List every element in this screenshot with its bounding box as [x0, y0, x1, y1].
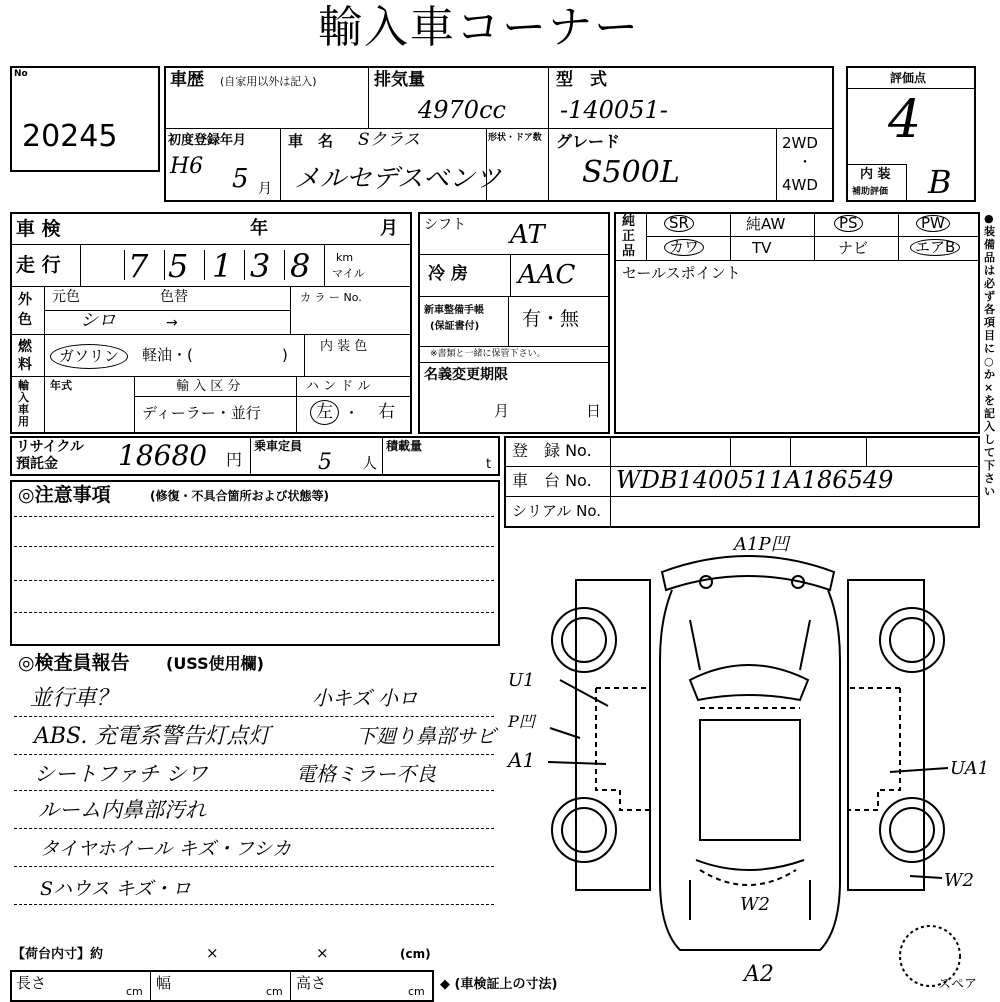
reg-no-label: 登 録 No. — [512, 441, 592, 460]
report-right-1: 小キズ 小ロ — [312, 686, 418, 710]
height-label: 高さ — [296, 974, 327, 992]
report-line-4: ルーム内鼻部汚れ — [38, 798, 206, 822]
mileage-label: 走 行 — [16, 254, 61, 276]
recycle-label-1: リサイクル — [16, 439, 85, 455]
manual-label-2: (保証書付) — [430, 321, 480, 332]
handle-right: 右 — [378, 402, 395, 422]
diagram-label-a2: A2 — [744, 962, 774, 987]
history-note: (自家用以外は記入) — [220, 75, 317, 88]
recycle-label-2: 預託金 — [16, 456, 58, 472]
score-value: 4 — [888, 90, 922, 150]
first-reg-month: 5 — [232, 164, 249, 194]
handle-left: 左 — [310, 400, 339, 425]
fuel-other: 軽油・( — [142, 346, 193, 364]
diagram-label-a1: A1 — [508, 748, 536, 772]
displacement-value: 4970cc — [418, 96, 506, 124]
length-label: 長さ — [16, 974, 47, 992]
width-cm: cm — [266, 985, 283, 998]
history-label: 車歴 — [170, 70, 204, 90]
sales-point-label: セールスポイント — [622, 264, 741, 282]
import-label: 輸入車用 — [18, 379, 29, 428]
option-airbag: エアB — [910, 239, 960, 256]
dimension-note: ◆ (車検証上の寸法) — [440, 977, 558, 992]
length-cm: cm — [126, 985, 143, 998]
drive-2wd: 2WD — [782, 134, 818, 152]
shaken-year-unit: 年 — [250, 218, 268, 239]
serial-label: シリアル No. — [512, 502, 602, 520]
score-label: 評価点 — [890, 71, 927, 85]
shape-label: 形状・ドア数 — [488, 133, 542, 143]
cargo-x1: × — [206, 944, 219, 962]
report-line-3: シートファチ シワ — [34, 762, 208, 786]
report-right-3: 電格ミラー不良 — [296, 762, 436, 786]
manual-label-1: 新車整備手帳 — [424, 305, 484, 316]
color-no-label: カ ラ ー No. — [300, 291, 362, 304]
load-label: 積載量 — [386, 439, 423, 453]
report-line-1: 並行車？ — [30, 686, 119, 711]
first-reg-year: H6 — [170, 154, 204, 179]
capacity-value: 5 — [318, 450, 332, 475]
diagram-label-a1p-top: A1P凹 — [734, 534, 789, 555]
fuel-gasoline: ガソリン — [50, 344, 128, 369]
cargo-cm-label: (cm) — [400, 947, 431, 961]
color-value: シロ — [80, 310, 116, 331]
dimension-table — [10, 970, 434, 1002]
name-change-day: 日 — [586, 402, 602, 420]
capacity-label: 乗車定員 — [254, 439, 303, 453]
chassis-value: WDB1400511A186549 — [616, 466, 894, 494]
model-value: -140051- — [560, 96, 668, 124]
year-type-label: 年式 — [50, 379, 72, 392]
diagram-label-w2-rear: W2 — [740, 894, 770, 915]
interior-label-1: 内 装 — [860, 167, 891, 182]
ac-value: AAC — [518, 260, 576, 290]
mileage-digit-5: 8 — [290, 247, 311, 285]
orig-color-label: 元色 — [52, 289, 80, 305]
manual-note: ※書類と一緒に保管下さい。 — [430, 349, 546, 359]
mile-label: マイル — [332, 267, 365, 280]
option-navi: ナビ — [838, 239, 869, 257]
mileage-digit-3: 1 — [212, 247, 233, 285]
shift-value: AT — [510, 220, 545, 250]
option-leather: カワ — [664, 239, 704, 256]
shaken-label: 車 検 — [16, 218, 61, 240]
import-type-label: 輸 入 区 分 — [176, 379, 241, 394]
option-sr: SR — [664, 215, 694, 232]
interior-label-2: 補助評価 — [852, 187, 889, 197]
lot-number: 20245 — [22, 119, 118, 154]
fuel-close: ) — [282, 346, 288, 364]
handle-dot: ・ — [344, 404, 360, 422]
caution-label: ◎注意事項 — [18, 484, 111, 506]
shaken-month-unit: 月 — [380, 218, 398, 239]
grade-label: グレード — [556, 132, 621, 151]
km-label: km — [336, 251, 354, 264]
diagram-label-w2-right: W2 — [944, 870, 974, 891]
interior-color-label: 内 装 色 — [320, 339, 368, 354]
first-reg-label: 初度登録年月 — [168, 133, 247, 148]
first-reg-month-unit: 月 — [258, 181, 272, 197]
option-tv: TV — [752, 239, 772, 257]
manual-value: 有・無 — [522, 308, 580, 330]
report-right-2: 下廻り鼻部サビ — [356, 724, 496, 748]
mileage-digit-4: 3 — [250, 247, 271, 285]
car-name-class: Sクラス — [358, 130, 421, 150]
page-title: 輸入車コーナー — [318, 2, 640, 53]
diagram-label-ua1: UA1 — [950, 758, 990, 779]
option-genuine-aw: 純AW — [746, 215, 786, 233]
repaint-arrow: → — [166, 315, 178, 331]
diagram-label-u1: U1 — [508, 670, 535, 691]
shift-label: シフト — [424, 217, 466, 233]
option-ps: PS — [834, 215, 863, 232]
ac-label: 冷 房 — [428, 264, 468, 284]
mileage-digit-2: 5 — [168, 247, 189, 285]
cargo-label: 【荷台内寸】約 — [12, 947, 104, 962]
car-name-label: 車 名 — [288, 132, 334, 150]
import-type-value: ディーラー・並行 — [142, 404, 261, 422]
ton-unit: t — [486, 457, 492, 472]
chassis-label: 車 台 No. — [512, 471, 592, 490]
diagram-label-spare: スペア — [938, 977, 978, 992]
grade-value: S500L — [582, 155, 680, 190]
option-pw: PW — [916, 215, 950, 232]
exterior-label: 外色 — [18, 292, 32, 328]
recycle-value: 18680 — [118, 439, 208, 472]
displacement-label: 排気量 — [374, 70, 425, 90]
report-line-6: Sハウス キズ・ロ — [40, 878, 192, 900]
drive-4wd: 4WD — [782, 176, 818, 194]
report-line-2: ABS. 充電系警告灯点灯 — [34, 724, 271, 749]
fuel-label: 燃料 — [18, 339, 32, 373]
drive-dot: ・ — [798, 155, 812, 171]
mileage-digit-1: 7 — [128, 247, 149, 285]
width-label: 幅 — [156, 974, 172, 992]
model-label: 型 式 — [556, 70, 607, 90]
inspector-note: (USS使用欄) — [166, 654, 264, 673]
diagram-label-p: P凹 — [508, 712, 535, 731]
caution-note: (修復・不具合箇所および状態等) — [150, 489, 329, 503]
inspector-label: ◎検査員報告 — [18, 652, 130, 674]
name-change-label: 名義変更期限 — [424, 367, 508, 383]
side-note: ●装備品は必ず各項目に○か×を記入して下さい — [984, 212, 995, 498]
height-cm: cm — [408, 985, 425, 998]
genuine-label: 純正品 — [622, 214, 636, 259]
yen-unit: 円 — [226, 450, 243, 469]
interior-value: B — [928, 163, 952, 201]
cargo-x2: × — [316, 944, 329, 962]
person-unit: 人 — [362, 454, 378, 472]
no-label: No — [14, 69, 28, 79]
handle-label: ハ ン ド ル — [306, 379, 371, 394]
name-change-month: 月 — [494, 402, 510, 420]
report-line-5: タイヤホイール キズ・フシカ — [40, 838, 292, 860]
car-name-value: メルセデスベンツ — [294, 164, 501, 194]
repaint-label: 色替 — [160, 289, 188, 305]
